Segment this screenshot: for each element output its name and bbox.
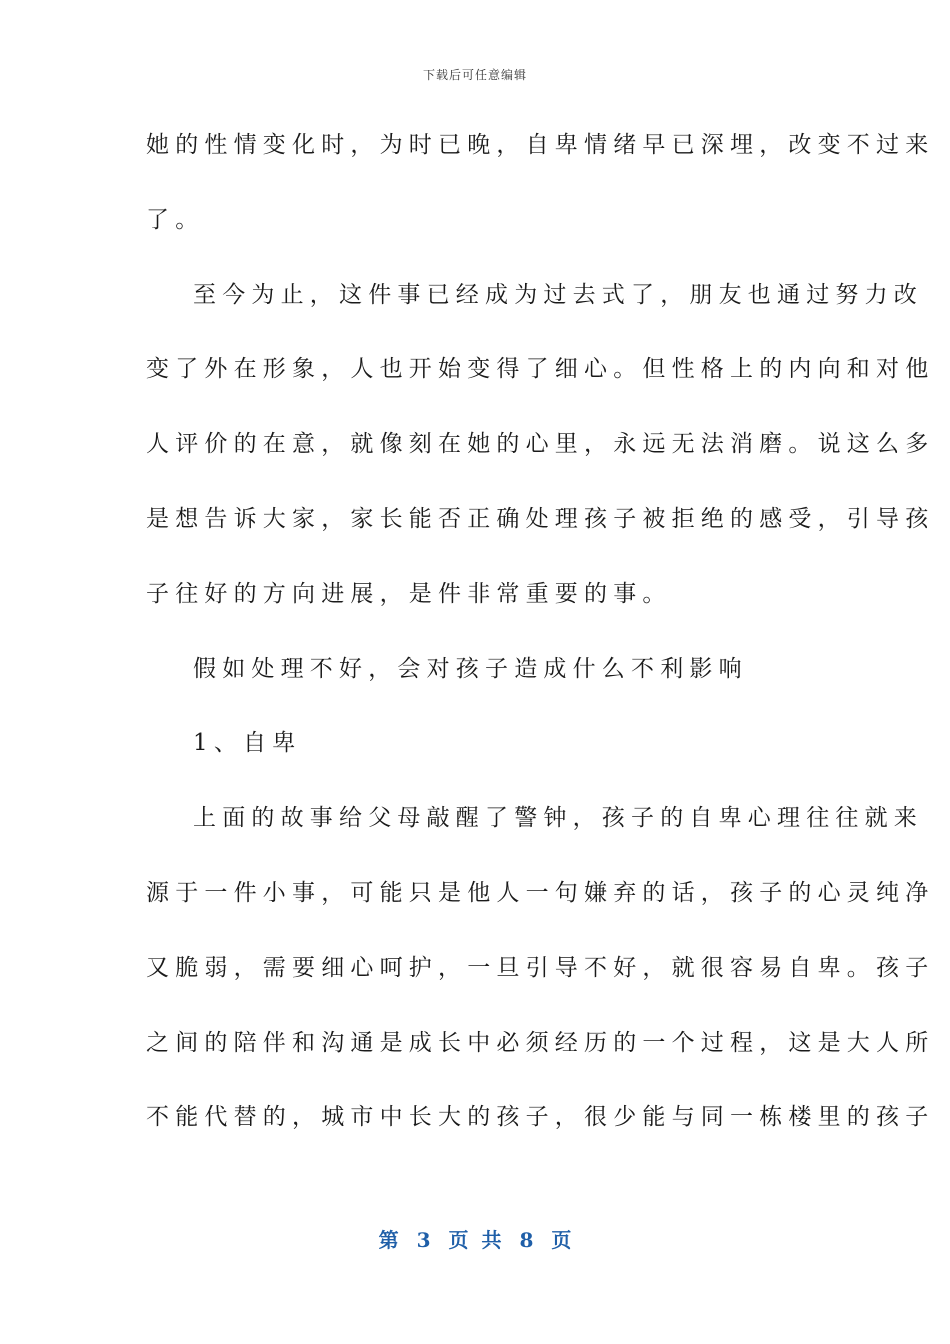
text-line: 是想告诉大家，家长能否正确处理孩子被拒绝的感受，引导孩 xyxy=(146,505,935,532)
current-page-number: 3 xyxy=(416,1228,431,1252)
footer-middle: 页 共 xyxy=(448,1228,502,1252)
text-line: 变了外在形象，人也开始变得了细心。但性格上的内向和对他 xyxy=(146,356,935,383)
footer-prefix: 第 xyxy=(378,1228,399,1252)
page-header: 下载后可任意编辑 xyxy=(422,68,527,82)
text-line: 又脆弱，需要细心呵护，一旦引导不好，就很容易自卑。孩子 xyxy=(146,954,935,981)
paragraph-start-line: 至今为止，这件事已经成为过去式了，朋友也通过努力改 xyxy=(193,281,923,308)
section-heading: 1、自卑 xyxy=(193,730,302,757)
text-line: 源于一件小事，可能只是他人一句嫌弃的话，孩子的心灵纯净 xyxy=(146,879,935,906)
text-line: 她的性情变化时，为时已晚，自卑情绪早已深埋，改变不过来 xyxy=(146,132,935,158)
text-line: 人评价的在意，就像刻在她的心里，永远无法消磨。说这么多 xyxy=(146,431,935,458)
text-line: 之间的陪伴和沟通是成长中必须经历的一个过程，这是大人所 xyxy=(146,1029,935,1056)
section-question: 假如处理不好，会对孩子造成什么不利影响 xyxy=(193,655,748,682)
document-body xyxy=(146,118,935,1165)
text-line: 子往好的方向进展，是件非常重要的事。 xyxy=(146,580,672,607)
footer-suffix: 页 xyxy=(551,1228,572,1252)
paragraph-start-line: 上面的故事给父母敲醒了警钟，孩子的自卑心理往往就来 xyxy=(193,805,923,832)
total-pages-number: 8 xyxy=(519,1228,534,1252)
page-footer xyxy=(0,1224,950,1253)
text-line: 不能代替的，城市中长大的孩子，很少能与同一栋楼里的孩子 xyxy=(146,1104,935,1131)
text-line: 了。 xyxy=(146,206,205,233)
